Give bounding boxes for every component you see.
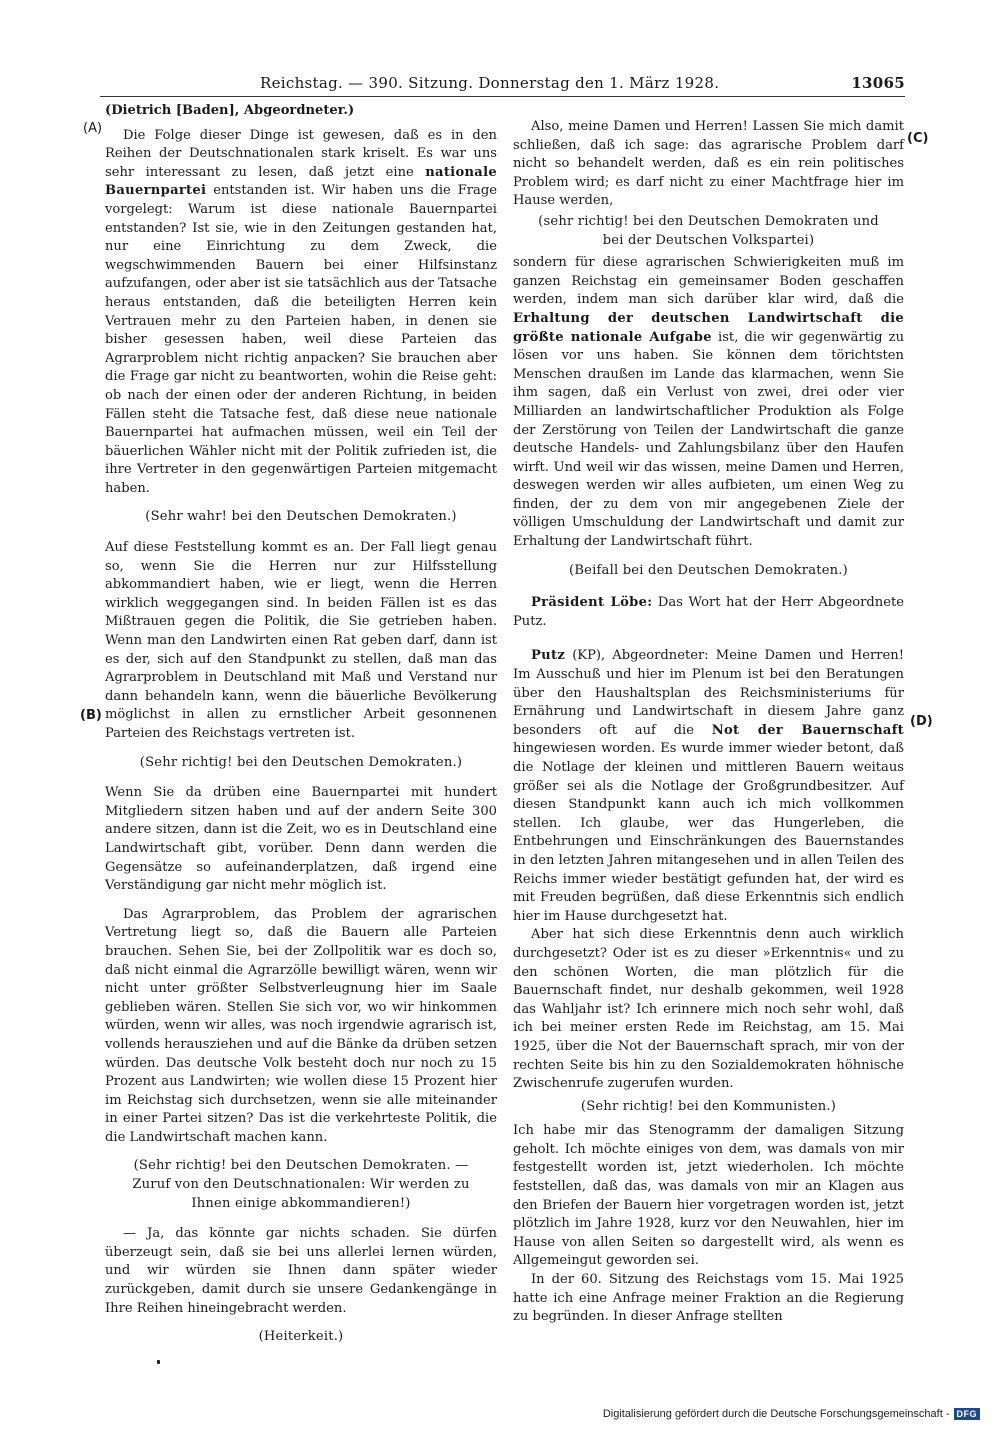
- header-title: Reichstag. — 390. Sitzung. Donnerstag den 1. März 1928.: [260, 74, 720, 92]
- dfg-logo: DFG: [954, 1408, 981, 1420]
- paragraph: — Ja, das könnte gar nichts schaden. Sie dürfen überzeugt sein, daß sie bei uns allerlei lernen würden, und wir würden sie Ihnen dann später wieder zurückgeben, damit durch sie unsere Gedankengänge in Ihre Reihen hineingebracht werden.: [105, 1226, 497, 1316]
- margin-marker-b: (B): [80, 708, 102, 723]
- ink-mark: [157, 1360, 160, 1364]
- interjection: (Sehr richtig! bei den Deutschen Demokraten. — Zuruf von den Deutschnationalen: Wir werden zu Ihnen einige abkommandieren!): [132, 1158, 470, 1211]
- paragraph: Ich habe mir das Stenogramm der damaligen Sitzung geholt. Ich möchte einiges von dem, was damals von mir festgestellt worden ist, jetzt wiederholen. Ich möchte feststellen, daß das, was damals von mir an Klagen aus den Briefen der Bauern hier vorgetragen worden ist, jetzt plötzlich im Jahre 1928, kurz vor den Neuwahlen, hier im Hause von allen Seiten so dargestellt wird, als wenn es Allgemeingut geworden sei.: [513, 1123, 904, 1269]
- page-number: 13065: [851, 74, 905, 92]
- paragraph: In der 60. Sitzung des Reichstags vom 15. Mai 1925 hatte ich eine Anfrage meiner Fraktion an die Regierung zu begründen. In dieser Anfrage stellten: [513, 1272, 904, 1325]
- speaker-heading: (Dietrich [Baden], Abgeordneter.): [105, 103, 355, 118]
- paragraph: Aber hat sich diese Erkenntnis denn auch wirklich durchgesetzt? Oder ist es zu dieser »Erkenntnis« und zu den schönen Worten, die man plötzlich für die Bauernschaft findet, nur deshalb gekommen, weil 1928 das Wahljahr ist? Ich erinnere mich noch sehr wohl, daß ich bei meiner ersten Rede im Reichstag, am 15. Mai 1925, über die Not der Bauernschaft sprach, mir von der rechten Seite bis hin zu den Sozialdemokraten höhnische Zwischenrufe zugerufen wurden.: [513, 927, 904, 1092]
- speaker-name: Putz: [531, 648, 566, 664]
- margin-marker-c: (C): [907, 131, 929, 146]
- paragraph: sondern für diese agrarischen Schwierigkeiten muß im ganzen Reichstag ein gemeinsamer Boden geschaffen werden, indem man sich darüber klar wird, daß die Erhaltung der deutschen Landwirtschaft die größte nationale Aufgabe ist, die wir gegenwärtig zu lösen vor uns haben. Sie können dem törichtsten Menschen draußen im Lande das klarmachen, wenn Sie ihm sagen, daß ein Verlust von zwei, drei oder vier Milliarden an landwirtschaftlicher Produktion als Folge der Zerstörung von Teilen der Landwirtschaft die ganze deutsche Handels- und Zahlungsbilanz über den Haufen wirft. Und weil wir das wissen, meine Damen und Herren, deswegen werden wir alles aufbieten, um einen Weg zu finden, der zu dem von mir angegebenen Ziele der völligen Umschuldung der Landwirtschaft und damit zur Erhaltung der Landwirtschaft führt.: [513, 255, 905, 550]
- margin-marker-a: (A): [83, 121, 103, 136]
- right-column: [513, 118, 904, 1327]
- interjection: (Sehr richtig! bei den Kommunisten.): [580, 1098, 837, 1114]
- paragraph: Putz (KP), Abgeordneter: Meine Damen und Herren! Im Ausschuß und hier im Plenum ist bei den Beratungen über den Haushaltsplan des Reichsministeriums für Ernährung und Landwirtschaft in diesem Jahre ganz besonders oft auf die Not der Bauernschaft hingewiesen worden. Es wurde immer wieder betont, daß die Notlage der kleinen und mittleren Bauern weitaus größer sei als die Notlage der Großgrundbesitzer. Auf diesen Standpunkt kann auch ich mich vollkommen stellen. Ich glaube, wer das Hungerleben, die Entbehrungen und Einschränkungen des Bauernstandes in den letzten Jahren mitangesehen und in allen Teilen des Reichs immer wieder bestätigt gefunden hat, der wird es mit Freuden begrüßen, daß diese Erkenntnis sich endlich hier im Hause durchgesetzt hat.: [513, 648, 904, 924]
- interjection: (Beifall bei den Deutschen Demokraten.): [569, 562, 848, 578]
- left-column: [105, 102, 497, 1359]
- paragraph: Also, meine Damen und Herren! Lassen Sie mich damit schließen, daß ich sage: das agrarische Problem darf nicht so behandelt werden, daß es ein rein politisches Problem wird; es darf nicht zu einer Machtfrage hier im Hause werden,: [513, 119, 904, 209]
- paragraph: Präsident Löbe: Das Wort hat der Herr Abgeordnete Putz.: [513, 595, 905, 629]
- interjection: (Heiterkeit.): [258, 1329, 344, 1345]
- paragraph: Auf diese Feststellung kommt es an. Der Fall liegt genau so, wenn Sie die Herren nur zur Hilfsstellung abkommandiert haben, wie er liegt, wenn die Herren wirklich weggegangen sind. In beiden Fällen ist es das Mißtrauen gegen die Politik, die Sie getrieben haben. Wenn man den Landwirten einen Rat geben darf, dann ist es der, sich auf den Standpunkt zu stellen, daß man das Agrarproblem in Deutschland mit Maß und Verstand nur dann behandeln kann, wenn die bäuerliche Bevölkerung möglichst in allen zu ernstlicher Arbeit gesonnenen Parteien des Reichstags vertreten ist.: [105, 540, 497, 741]
- paragraph: Das Agrarproblem, das Problem der agrarischen Vertretung liegt so, daß die Bauern alle Parteien brauchen. Sehen Sie, bei der Zollpolitik war es doch so, daß nicht einmal die Agrarzölle bewilligt wären, wenn wir nicht unter größter Selbstverleugnung hier im Saale geblieben wären. Stellen Sie sich vor, wo wir hinkommen würden, wenn wir alles, was noch irgendwie agrarisch ist, vollends herausziehen und auf die Bänke da drüben setzen würden. Das deutsche Volk besteht doch nur noch zu 15 Prozent aus Landwirten; wie wollen diese 15 Prozent hier im Reichstag sich durchsetzen, wenn sie alle miteinander in einer Partei sitzen? Das ist die verkehrteste Politik, die die Landwirtschaft machen kann.: [105, 906, 497, 1145]
- paragraph: Die Folge dieser Dinge ist gewesen, daß es in den Reihen der Deutschnationalen stark kriselt. Es war uns sehr interessant zu lesen, daß jetzt eine nationale Bauernpartei entstanden ist. Wir haben uns die Frage vorgelegt: Warum ist diese nationale Bauernpartei entstanden? Ist sie, wie in den Zeitungen gestanden hat, nur eine Einrichtung zu dem Zweck, die wegschwimmenden Bauern bei einer Hilfsinstanz aufzufangen, oder aber ist sie tatsächlich aus der Tatsache heraus entstanden, daß die beteiligten Herren kein Vertrauen mehr zu den Parteien haben, in denen sie bisher gesessen haben, weil diese Parteien das Agrarproblem nicht richtig anpacken? Sie brauchen aber die Frage gar nicht zu beantworten, wohin die Reise geht: ob nach der einen oder der anderen Richtung, in beiden Fällen steht die Tatsache fest, daß diese neue nationale Bauernpartei hat aufmachen müssen, weil ein Teil der bäuerlichen Wähler nicht mit der Politik zufrieden ist, die ihre Vertreter in den gegenwärtigen Parteien mitgemacht haben.: [105, 127, 497, 496]
- footer: [603, 1408, 980, 1420]
- interjection: (sehr richtig! bei den Deutschen Demokraten und bei der Deutschen Volkspartei): [538, 213, 879, 248]
- margin-marker-d: (D): [910, 714, 933, 729]
- footer-text: Digitalisierung gefördert durch die Deutsche Forschungsgemeinschaft -: [602, 1408, 950, 1420]
- interjection: (Sehr wahr! bei den Deutschen Demokraten.): [145, 509, 457, 525]
- page-header: [100, 74, 905, 97]
- paragraph: Wenn Sie da drüben eine Bauernpartei mit hundert Mitgliedern sitzen haben und auf der andern Seite 300 andere sitzen, dann ist die Zeit, wo es in Deutschland eine Landwirtschaft gibt, vorüber. Denn dann werden die Gegensätze so aufeinanderplatzen, daß irgend eine Verständigung gar nicht mehr möglich ist.: [105, 785, 497, 894]
- interjection: (Sehr richtig! bei den Deutschen Demokraten.): [139, 754, 463, 770]
- speaker-name: Präsident Löbe:: [531, 595, 653, 611]
